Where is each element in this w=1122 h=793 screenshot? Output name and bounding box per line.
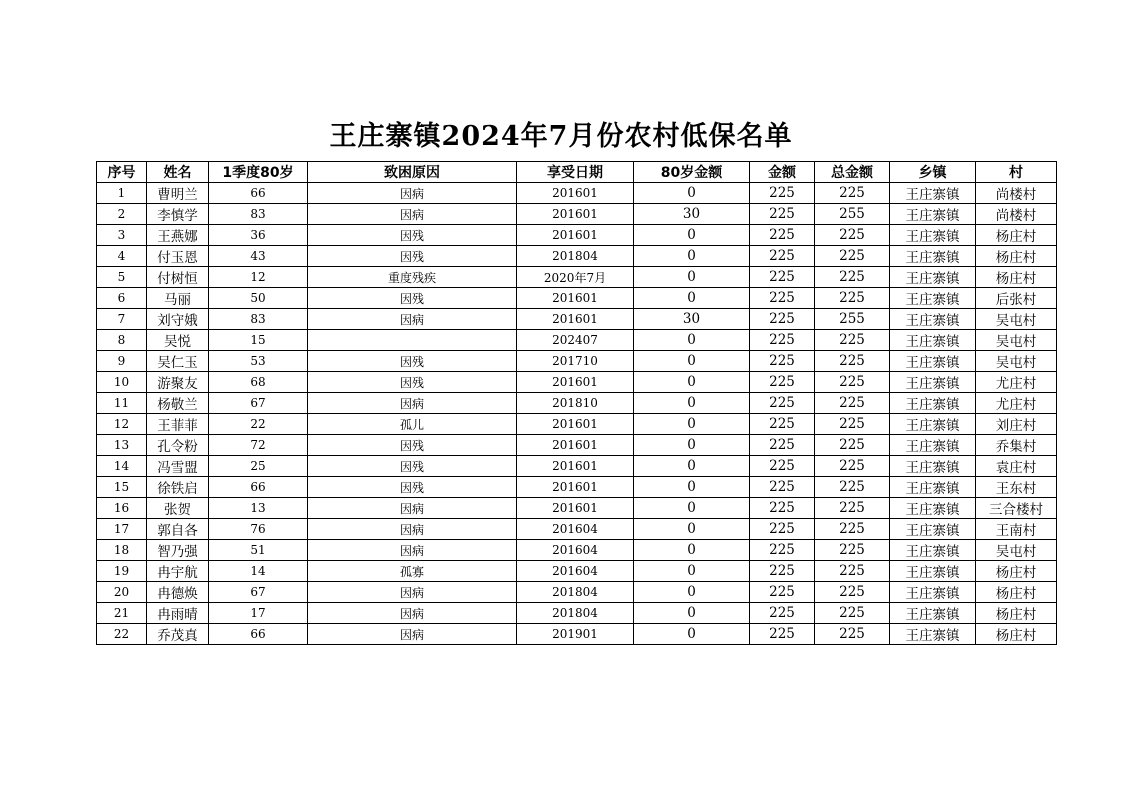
cell-date: 201601 [517,204,634,225]
cell-total: 225 [815,330,890,351]
cell-town: 王庄寨镇 [890,498,976,519]
cell-age: 66 [209,477,308,498]
cell-80-amount: 0 [634,540,750,561]
cell-date: 201601 [517,372,634,393]
col-header-date: 享受日期 [517,162,634,183]
cell-town: 王庄寨镇 [890,225,976,246]
cell-reason: 因残 [308,351,517,372]
cell-reason: 因病 [308,603,517,624]
cell-village: 尤庄村 [976,372,1057,393]
cell-index: 15 [97,477,147,498]
cell-amount: 225 [750,309,815,330]
cell-total: 225 [815,267,890,288]
cell-age: 53 [209,351,308,372]
table-row [97,330,1057,351]
cell-amount: 225 [750,498,815,519]
table-row [97,267,1057,288]
cell-amount: 225 [750,351,815,372]
cell-total: 225 [815,561,890,582]
cell-80-amount: 0 [634,288,750,309]
cell-name: 冉德焕 [147,582,209,603]
cell-total: 225 [815,498,890,519]
page-title: 王庄寨镇2024年7月份农村低保名单 [329,121,793,152]
cell-total: 225 [815,183,890,204]
cell-village: 王南村 [976,519,1057,540]
col-header-name: 姓名 [147,162,209,183]
cell-total: 225 [815,288,890,309]
table-row [97,393,1057,414]
cell-amount: 225 [750,330,815,351]
cell-date: 201601 [517,477,634,498]
cell-name: 冉宇航 [147,561,209,582]
cell-date: 201604 [517,561,634,582]
table-row [97,624,1057,645]
table-row [97,414,1057,435]
cell-index: 8 [97,330,147,351]
cell-amount: 225 [750,414,815,435]
cell-age: 51 [209,540,308,561]
cell-80-amount: 0 [634,624,750,645]
cell-total: 225 [815,393,890,414]
cell-age: 67 [209,582,308,603]
cell-village: 后张村 [976,288,1057,309]
cell-index: 4 [97,246,147,267]
cell-index: 1 [97,183,147,204]
cell-town: 王庄寨镇 [890,435,976,456]
cell-reason: 因病 [308,183,517,204]
cell-amount: 225 [750,225,815,246]
cell-age: 15 [209,330,308,351]
cell-amount: 225 [750,624,815,645]
cell-age: 76 [209,519,308,540]
cell-town: 王庄寨镇 [890,330,976,351]
cell-name: 王燕娜 [147,225,209,246]
cell-80-amount: 0 [634,456,750,477]
cell-80-amount: 30 [634,309,750,330]
cell-town: 王庄寨镇 [890,372,976,393]
cell-date: 201601 [517,414,634,435]
table-row [97,582,1057,603]
cell-80-amount: 0 [634,246,750,267]
cell-amount: 225 [750,603,815,624]
cell-index: 17 [97,519,147,540]
cell-total: 225 [815,225,890,246]
cell-reason [308,330,517,351]
cell-town: 王庄寨镇 [890,582,976,603]
table-row [97,225,1057,246]
cell-age: 22 [209,414,308,435]
cell-80-amount: 0 [634,477,750,498]
cell-town: 王庄寨镇 [890,393,976,414]
cell-amount: 225 [750,540,815,561]
cell-town: 王庄寨镇 [890,183,976,204]
cell-reason: 孤寡 [308,561,517,582]
table-row [97,309,1057,330]
cell-village: 杨庄村 [976,267,1057,288]
cell-town: 王庄寨镇 [890,519,976,540]
cell-index: 3 [97,225,147,246]
cell-date: 201601 [517,288,634,309]
cell-village: 杨庄村 [976,582,1057,603]
cell-age: 83 [209,204,308,225]
cell-town: 王庄寨镇 [890,351,976,372]
col-header-total: 总金额 [815,162,890,183]
cell-name: 李慎学 [147,204,209,225]
cell-amount: 225 [750,456,815,477]
cell-80-amount: 0 [634,225,750,246]
cell-village: 吴屯村 [976,540,1057,561]
cell-town: 王庄寨镇 [890,456,976,477]
cell-total: 225 [815,603,890,624]
cell-age: 72 [209,435,308,456]
cell-reason: 因残 [308,456,517,477]
cell-amount: 225 [750,561,815,582]
cell-index: 2 [97,204,147,225]
cell-village: 王东村 [976,477,1057,498]
table-row [97,372,1057,393]
cell-reason: 因残 [308,477,517,498]
cell-date: 201601 [517,183,634,204]
header-row [97,162,1057,183]
cell-80-amount: 0 [634,267,750,288]
cell-amount: 225 [750,435,815,456]
cell-name: 冉雨晴 [147,603,209,624]
cell-80-amount: 0 [634,330,750,351]
cell-date: 201601 [517,435,634,456]
cell-age: 68 [209,372,308,393]
cell-village: 尚楼村 [976,204,1057,225]
cell-age: 17 [209,603,308,624]
cell-age: 67 [209,393,308,414]
table-row [97,561,1057,582]
cell-age: 14 [209,561,308,582]
cell-town: 王庄寨镇 [890,603,976,624]
cell-town: 王庄寨镇 [890,204,976,225]
col-header-age: 1季度80岁 [209,162,308,183]
cell-index: 22 [97,624,147,645]
cell-village: 刘庄村 [976,414,1057,435]
cell-name: 杨敬兰 [147,393,209,414]
cell-amount: 225 [750,183,815,204]
cell-name: 付玉恩 [147,246,209,267]
cell-total: 255 [815,309,890,330]
cell-reason: 因残 [308,246,517,267]
cell-index: 20 [97,582,147,603]
cell-name: 吴仁玉 [147,351,209,372]
cell-amount: 225 [750,519,815,540]
cell-80-amount: 0 [634,372,750,393]
cell-80-amount: 30 [634,204,750,225]
cell-age: 66 [209,624,308,645]
cell-amount: 225 [750,267,815,288]
cell-reason: 因病 [308,624,517,645]
col-header-80-amount: 80岁金额 [634,162,750,183]
cell-reason: 因病 [308,204,517,225]
cell-village: 尚楼村 [976,183,1057,204]
table-row [97,456,1057,477]
cell-village: 三合楼村 [976,498,1057,519]
cell-age: 50 [209,288,308,309]
cell-amount: 225 [750,372,815,393]
cell-name: 孔令粉 [147,435,209,456]
cell-index: 12 [97,414,147,435]
cell-80-amount: 0 [634,603,750,624]
cell-date: 201804 [517,582,634,603]
cell-town: 王庄寨镇 [890,624,976,645]
cell-date: 201601 [517,498,634,519]
cell-date: 201601 [517,225,634,246]
col-header-amount: 金额 [750,162,815,183]
cell-total: 225 [815,540,890,561]
cell-village: 杨庄村 [976,225,1057,246]
cell-total: 225 [815,372,890,393]
cell-index: 6 [97,288,147,309]
cell-date: 201601 [517,456,634,477]
cell-reason: 因病 [308,540,517,561]
cell-total: 225 [815,477,890,498]
cell-total: 225 [815,414,890,435]
cell-town: 王庄寨镇 [890,288,976,309]
cell-date: 2020年7月 [517,267,634,288]
col-header-town: 乡镇 [890,162,976,183]
cell-name: 吴悦 [147,330,209,351]
cell-town: 王庄寨镇 [890,561,976,582]
cell-80-amount: 0 [634,519,750,540]
cell-village: 杨庄村 [976,603,1057,624]
cell-index: 18 [97,540,147,561]
cell-index: 7 [97,309,147,330]
cell-reason: 因残 [308,372,517,393]
cell-80-amount: 0 [634,414,750,435]
cell-date: 201710 [517,351,634,372]
cell-age: 43 [209,246,308,267]
col-header-reason: 致困原因 [308,162,517,183]
cell-80-amount: 0 [634,561,750,582]
cell-town: 王庄寨镇 [890,267,976,288]
cell-name: 徐铁启 [147,477,209,498]
cell-amount: 225 [750,477,815,498]
cell-total: 225 [815,435,890,456]
cell-name: 付树恒 [147,267,209,288]
cell-index: 14 [97,456,147,477]
table-row [97,246,1057,267]
table-row [97,519,1057,540]
cell-age: 13 [209,498,308,519]
cell-reason: 因残 [308,225,517,246]
cell-name: 郭自各 [147,519,209,540]
cell-reason: 孤儿 [308,414,517,435]
cell-village: 乔集村 [976,435,1057,456]
cell-total: 225 [815,456,890,477]
cell-80-amount: 0 [634,183,750,204]
cell-index: 13 [97,435,147,456]
cell-village: 吴屯村 [976,309,1057,330]
cell-village: 尤庄村 [976,393,1057,414]
cell-total: 225 [815,582,890,603]
table-row [97,498,1057,519]
cell-total: 225 [815,519,890,540]
table-row [97,603,1057,624]
cell-80-amount: 0 [634,393,750,414]
cell-name: 乔茂真 [147,624,209,645]
cell-total: 225 [815,351,890,372]
cell-village: 袁庄村 [976,456,1057,477]
cell-80-amount: 0 [634,582,750,603]
table-row [97,351,1057,372]
table-row [97,540,1057,561]
cell-name: 刘守娥 [147,309,209,330]
cell-reason: 因病 [308,393,517,414]
cell-village: 杨庄村 [976,624,1057,645]
cell-80-amount: 0 [634,435,750,456]
cell-index: 9 [97,351,147,372]
table-row [97,477,1057,498]
cell-age: 66 [209,183,308,204]
cell-amount: 225 [750,393,815,414]
cell-age: 83 [209,309,308,330]
table-row [97,183,1057,204]
cell-village: 杨庄村 [976,561,1057,582]
cell-date: 201901 [517,624,634,645]
cell-amount: 225 [750,288,815,309]
col-header-village: 村 [976,162,1057,183]
cell-reason: 因病 [308,309,517,330]
cell-reason: 重度残疾 [308,267,517,288]
cell-amount: 225 [750,582,815,603]
cell-80-amount: 0 [634,351,750,372]
roster-table [96,161,1057,645]
cell-date: 202407 [517,330,634,351]
cell-reason: 因病 [308,519,517,540]
cell-index: 21 [97,603,147,624]
cell-name: 王菲菲 [147,414,209,435]
cell-total: 225 [815,246,890,267]
cell-village: 杨庄村 [976,246,1057,267]
cell-town: 王庄寨镇 [890,477,976,498]
cell-amount: 225 [750,246,815,267]
cell-name: 游聚友 [147,372,209,393]
table-row [97,288,1057,309]
col-header-index: 序号 [97,162,147,183]
cell-total: 255 [815,204,890,225]
cell-age: 36 [209,225,308,246]
cell-date: 201810 [517,393,634,414]
cell-date: 201804 [517,603,634,624]
cell-date: 201601 [517,309,634,330]
cell-name: 张贺 [147,498,209,519]
cell-index: 16 [97,498,147,519]
cell-date: 201604 [517,540,634,561]
cell-village: 吴屯村 [976,351,1057,372]
cell-town: 王庄寨镇 [890,246,976,267]
table-row [97,435,1057,456]
cell-amount: 225 [750,204,815,225]
cell-reason: 因残 [308,435,517,456]
cell-name: 曹明兰 [147,183,209,204]
cell-index: 10 [97,372,147,393]
cell-date: 201604 [517,519,634,540]
cell-town: 王庄寨镇 [890,540,976,561]
cell-name: 智乃强 [147,540,209,561]
cell-index: 19 [97,561,147,582]
cell-reason: 因病 [308,582,517,603]
cell-town: 王庄寨镇 [890,309,976,330]
cell-name: 马丽 [147,288,209,309]
cell-village: 吴屯村 [976,330,1057,351]
cell-reason: 因病 [308,498,517,519]
cell-index: 11 [97,393,147,414]
cell-date: 201804 [517,246,634,267]
cell-reason: 因残 [308,288,517,309]
cell-name: 冯雪盟 [147,456,209,477]
cell-index: 5 [97,267,147,288]
cell-age: 25 [209,456,308,477]
table-row [97,204,1057,225]
cell-age: 12 [209,267,308,288]
cell-total: 225 [815,624,890,645]
cell-80-amount: 0 [634,498,750,519]
cell-town: 王庄寨镇 [890,414,976,435]
